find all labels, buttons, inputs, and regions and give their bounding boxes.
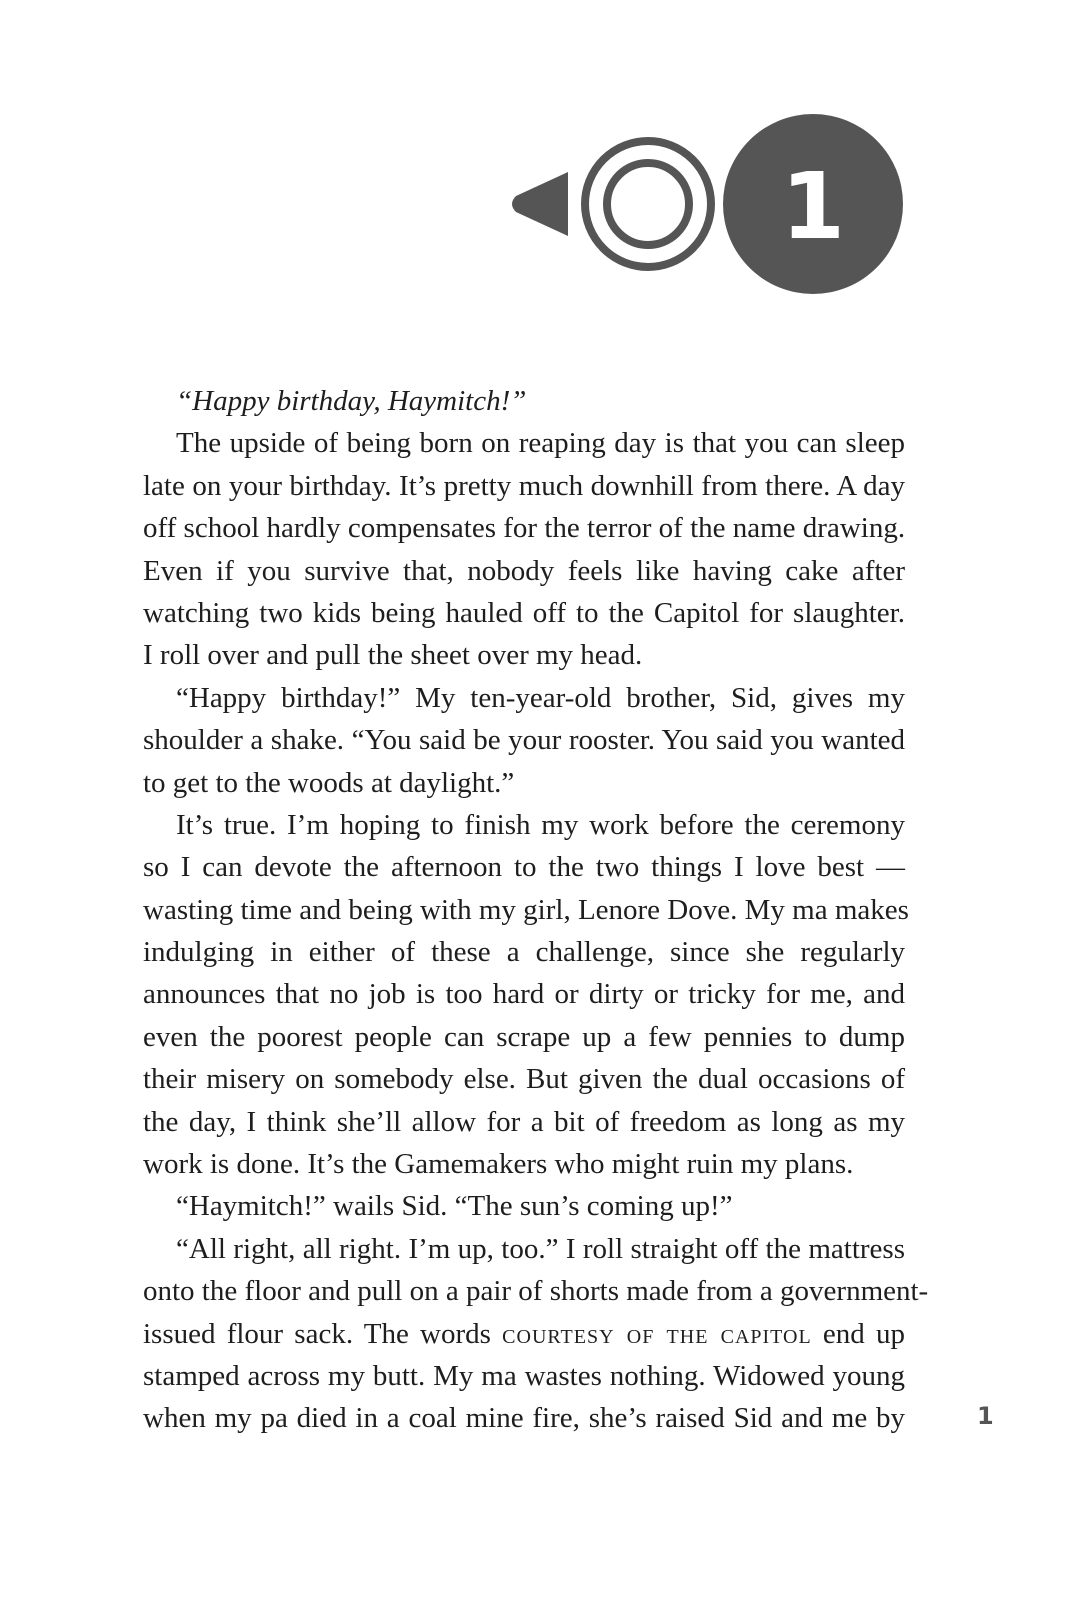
text-line: watching two kids being hauled off to the Capitol for slaughter. <box>143 596 905 629</box>
text-line <box>143 1313 905 1355</box>
text-line: Even if you survive that, nobody feels like having cake after <box>143 554 905 587</box>
text-line: I roll over and pull the sheet over my head. <box>143 639 643 672</box>
text-line: shoulder a shake. “You said be your rooster. You said you wanted <box>143 724 905 757</box>
chapter-body-text <box>143 380 929 1440</box>
text-line: wasting time and being with my girl, Lenore Dove. My ma makes <box>143 893 909 926</box>
text-line: even the poorest people can scrape up a few pennies to dump <box>143 1020 905 1053</box>
text-line: indulging in either of these a challenge, since she regularly <box>143 936 905 969</box>
inner-ring-icon <box>607 163 689 245</box>
text-line: late on your birthday. It’s pretty much downhill from there. A day <box>143 469 905 502</box>
triangle-pointer-icon <box>512 172 568 236</box>
chapter-number: 1 <box>780 153 846 260</box>
text-line: work is done. It’s the Gamemakers who might ruin my plans. <box>143 1148 854 1181</box>
text-line: so I can devote the afternoon to the two things I love best — <box>143 851 905 884</box>
text-line: It’s true. I’m hoping to finish my work before the ceremony <box>176 808 905 841</box>
text-line: The upside of being born on reaping day is that you can sleep <box>176 427 905 460</box>
small-caps-text: courtesy of the capitol <box>502 1317 812 1350</box>
text-line: to get to the woods at daylight.” <box>143 766 515 799</box>
text-line: stamped across my butt. My ma wastes nothing. Widowed young <box>143 1359 905 1392</box>
text-line: their misery on somebody else. But given the dual occasions of <box>143 1063 905 1096</box>
text-line: “Happy birthday!” My ten-year-old brother, Sid, gives my <box>176 681 905 714</box>
text-line-segment: issued flour sack. The words <box>143 1317 503 1350</box>
text-line: “All right, all right. I’m up, too.” I roll straight off the mattress <box>176 1232 905 1265</box>
text-line: off school hardly compensates for the terror of the name drawing. <box>143 512 906 545</box>
text-line-segment: end up <box>811 1317 905 1350</box>
text-line: “Haymitch!” wails Sid. “The sun’s coming up!” <box>176 1190 733 1223</box>
chapter-badge <box>508 110 918 300</box>
text-line: announces that no job is too hard or dirty or tricky for me, and <box>143 978 905 1011</box>
chapter-badge-icon <box>508 110 918 300</box>
text-line: “Happy birthday, Haymitch!” <box>176 385 527 417</box>
page-number: 1 <box>977 1402 994 1430</box>
text-line: when my pa died in a coal mine fire, she’s raised Sid and me by <box>143 1402 905 1435</box>
text-line: onto the floor and pull on a pair of shorts made from a government- <box>143 1275 929 1308</box>
text-line: the day, I think she’ll allow for a bit of freedom as long as my <box>143 1105 905 1138</box>
